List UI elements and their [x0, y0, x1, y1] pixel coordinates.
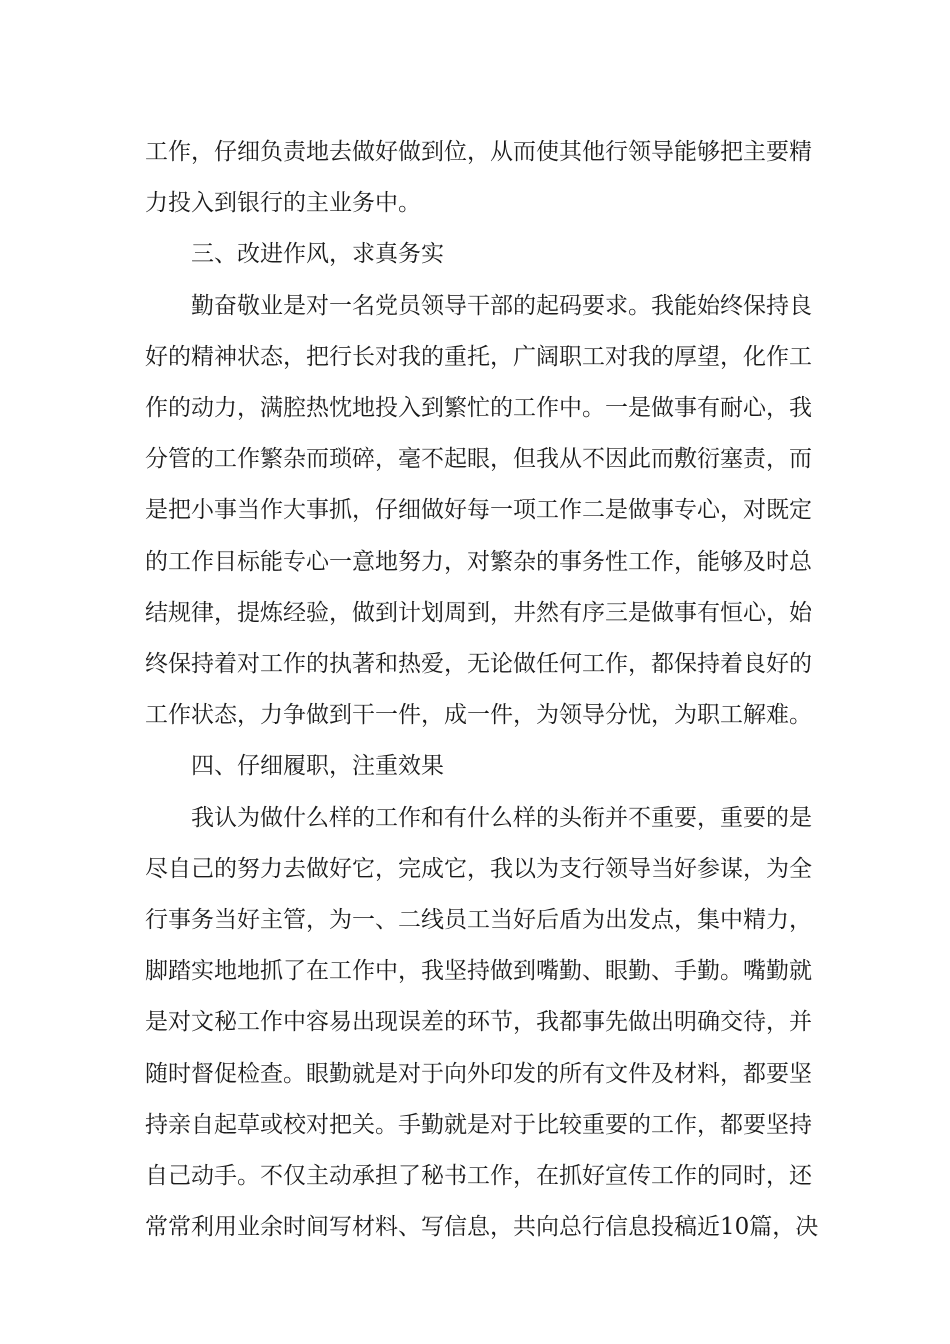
text-line: 好的精神状态，把行长对我的重托，广阔职工对我的厚望，化作工	[145, 343, 812, 370]
text-line: 作的动力，满腔热忱地投入到繁忙的工作中。一是做事有耐心，我	[145, 395, 812, 421]
paragraph-first-line: 四、仔细履职，注重效果	[191, 753, 444, 780]
text-line: 终保持着对工作的执著和热爱，无论做任何工作，都保持着良好的	[145, 651, 812, 677]
text-line: 持亲自起草或校对把关。手勤就是对于比较重要的工作，都要坚持	[145, 1111, 812, 1138]
text-line: 随时督促检查。眼勤就是对于向外印发的所有文件及材料，都要坚	[145, 1060, 812, 1087]
text-line: 是把小事当作大事抓，仔细做好每一项工作二是做事专心，对既定	[145, 497, 812, 524]
text-line: 的工作目标能专心一意地努力，对繁杂的事务性工作，能够及时总	[145, 548, 812, 575]
text-line: 自己动手。不仅主动承担了秘书工作，在抓好宣传工作的同时，还	[145, 1163, 812, 1189]
text-line: 行事务当好主管，为一、二线员工当好后盾为出发点，集中精力，	[145, 907, 812, 933]
text-line: 结规律，提炼经验，做到计划周到，井然有序三是做事有恒心，始	[145, 599, 812, 626]
text-line: 力投入到银行的主业务中。	[145, 190, 421, 217]
text-line: 脚踏实地地抓了在工作中，我坚持做到嘴勤、眼勤、手勤。嘴勤就	[145, 958, 812, 985]
paragraph-first-line: 勤奋敬业是对一名党员领导干部的起码要求。我能始终保持良	[191, 292, 812, 319]
text-line: 工作，仔细负责地去做好做到位，从而使其他行领导能够把主要精	[145, 139, 812, 165]
text-line: 尽自己的努力去做好它，完成它，我以为支行领导当好参谋，为全	[145, 855, 812, 882]
text-line: 是对文秘工作中容易出现误差的环节，我都事先做出明确交待，并	[145, 1009, 812, 1036]
text-line: 分管的工作繁杂而琐碎，毫不起眼，但我从不因此而敷衍塞责，而	[145, 446, 812, 473]
text-line: 工作状态，力争做到干一件，成一件，为领导分忧，为职工解难。	[145, 702, 812, 729]
text-line: 常常利用业余时间写材料、写信息，共向总行信息投稿近10篇，决	[145, 1214, 819, 1241]
paragraph-first-line: 三、改进作风，求真务实	[191, 241, 444, 268]
paragraph-first-line: 我认为做什么样的工作和有什么样的头衔并不重要，重要的是	[191, 804, 812, 831]
